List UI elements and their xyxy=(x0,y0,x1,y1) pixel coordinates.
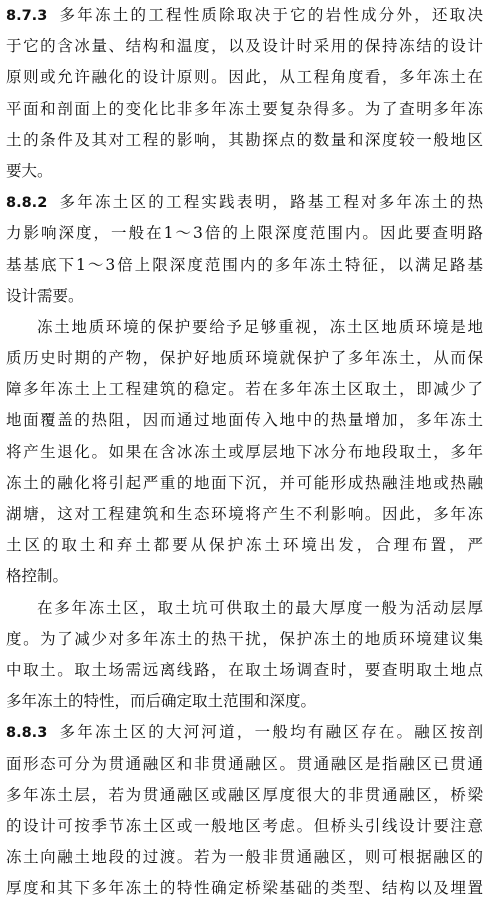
paragraph-line: 冻土的融化将引起严重的地面下沉，并可能形成热融洼地或热融 xyxy=(6,473,483,492)
paragraph-line: 土的条件及其对工程的影响，其勘探点的数量和深度较一般地区 xyxy=(6,130,483,149)
paragraph-line: 的设计可按季节冻土区或一般地区考虑。但桥头引线设计要注意 xyxy=(6,816,483,835)
paragraph-line xyxy=(6,0,483,31)
paragraph-line: 度。为了减少对多年冻土的热干扰，保护冻土的地质环境建议集 xyxy=(6,629,483,648)
paragraph-line: 平面和剖面上的变化比非多年冻土要复杂得多。为了查明多年冻 xyxy=(6,99,483,118)
paragraph-line: 冻土地质环境的保护要给予足够重视，冻土区地质环境是地 xyxy=(37,317,483,336)
paragraph-line: 质历史时期的产物，保护好地质环境就保护了多年冻土，从而保 xyxy=(6,349,483,368)
paragraph-line: 面形态可分为贯通融区和非贯通融区。贯通融区是指融区已贯通 xyxy=(6,754,483,773)
paragraph-line: 格控制。 xyxy=(6,567,69,586)
paragraph-line: 湖塘，这对工程建筑和生态环境将产生不利影响。因此，多年冻 xyxy=(6,505,483,523)
paragraph-line xyxy=(6,187,483,218)
paragraph-line: 中取土。取土场需远离线路，在取土场调查时，要查明取土地点 xyxy=(6,660,483,679)
paragraph-line: 土区的取土和弃土都要从保护冻土环境出发，合理布置，严 xyxy=(6,536,483,555)
paragraph-text: 多年冻土的工程性质除取决于它的岩性成分外，还取决 xyxy=(57,6,483,24)
paragraph-line: 力影响深度，一般在1～3倍的上限深度范围内。因此要查明路 xyxy=(6,224,483,243)
paragraph-line: 冻土向融土地段的过渡。若为一般非贯通融区，则可根据融区的 xyxy=(6,848,483,867)
paragraph-line: 在多年冻土区，取土坑可供取土的最大厚度一般为活动层厚 xyxy=(37,598,483,617)
paragraph-line: 原则或允许融化的设计原则。因此，从工程角度看，多年冻土在 xyxy=(6,68,483,87)
section-number: 8.7.3 xyxy=(6,8,48,24)
paragraph-text: 多年冻土区的工程实践表明，路基工程对多年冻土的热 xyxy=(57,193,483,212)
paragraph-line: 地面覆盖的热阻，因而通过地面传入地中的热量增加，多年冻土 xyxy=(6,411,483,430)
section-number: 8.8.2 xyxy=(6,195,48,212)
paragraph-line: 多年冻土层，若为贯通融区或融区厚度很大的非贯通融区，桥梁 xyxy=(6,785,483,804)
paragraph-text: 多年冻土区的大河河道，一般均有融区存在。融区按剖 xyxy=(57,723,483,742)
paragraph-line: 多年冻土的特性，而后确定取土范围和深度。 xyxy=(6,692,317,711)
paragraph-line: 于它的含冰量、结构和温度，以及设计时采用的保持冻结的设计 xyxy=(6,37,483,56)
paragraph-line: 基基底下1～3倍上限深度范围内的多年冻土特征，以满足路基 xyxy=(6,255,483,274)
paragraph-line xyxy=(6,717,483,748)
section-number: 8.8.3 xyxy=(6,725,48,742)
paragraph-line: 设计需要。 xyxy=(6,286,84,305)
paragraph-line: 障多年冻土上工程建筑的稳定。若在多年冻土区取土，即减少了 xyxy=(6,380,483,399)
paragraph-line: 将产生退化。如果在含冰冻土或厚层地下冰分布地段取土，多年 xyxy=(6,442,483,461)
paragraph-line: 要大。 xyxy=(6,161,53,180)
paragraph-line: 厚度和其下多年冻土的特性确定桥梁基础的类型、结构以及埋置 xyxy=(6,879,483,898)
